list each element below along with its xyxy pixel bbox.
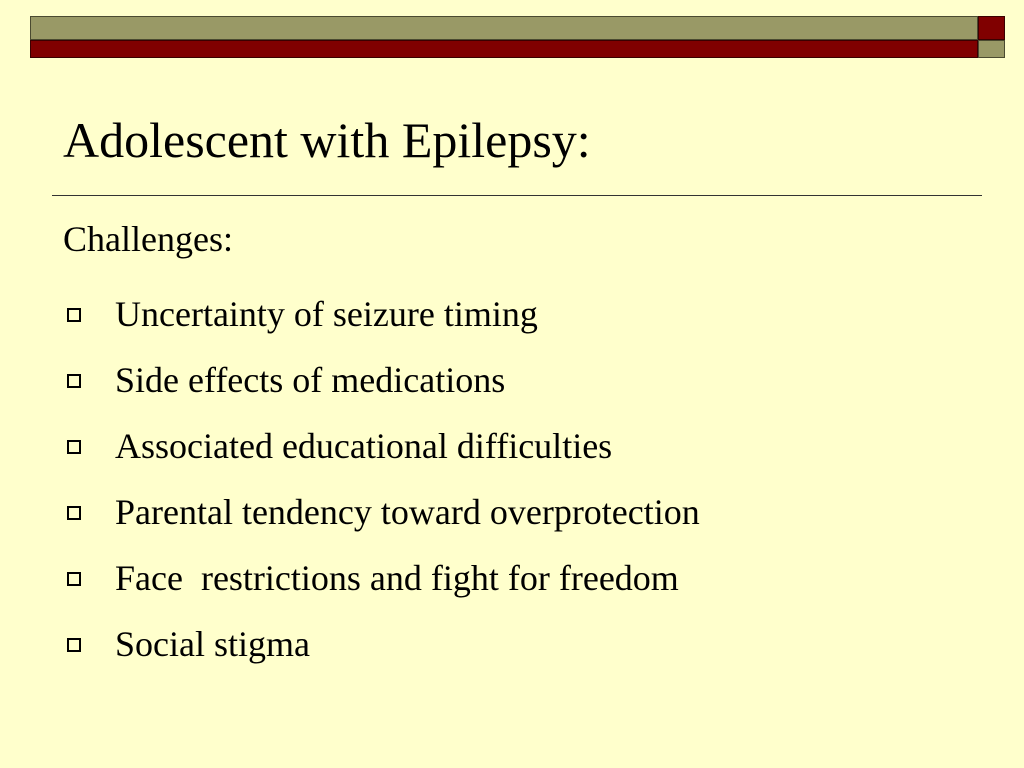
list-item-text: Parental tendency toward overprotection — [115, 492, 700, 533]
list-item — [63, 282, 700, 348]
olive-stripe — [30, 16, 978, 40]
hollow-square-icon — [67, 440, 81, 454]
list-item — [63, 480, 700, 546]
hollow-square-icon — [67, 638, 81, 652]
hollow-square-icon — [67, 374, 81, 388]
maroon-stripe — [30, 40, 978, 58]
slide-title: Adolescent with Epilepsy: — [63, 112, 591, 168]
decorative-header-bar — [30, 16, 1005, 58]
list-item-text: Side effects of medications — [115, 360, 506, 401]
list-item-text: Associated educational difficulties — [115, 426, 613, 467]
hollow-square-icon — [67, 506, 81, 520]
list-item — [63, 348, 700, 414]
list-item-text: Face restrictions and fight for freedom — [115, 558, 679, 599]
list-item-text: Uncertainty of seizure timing — [115, 294, 538, 335]
maroon-corner-square — [978, 16, 1005, 40]
list-item — [63, 546, 700, 612]
olive-corner-square — [978, 40, 1005, 58]
hollow-square-icon — [67, 572, 81, 586]
title-divider — [52, 195, 982, 196]
hollow-square-icon — [67, 308, 81, 322]
list-item — [63, 414, 700, 480]
challenges-list — [63, 282, 700, 678]
list-item-text: Social stigma — [115, 624, 310, 665]
challenges-heading: Challenges: — [63, 219, 233, 259]
list-item — [63, 612, 700, 678]
